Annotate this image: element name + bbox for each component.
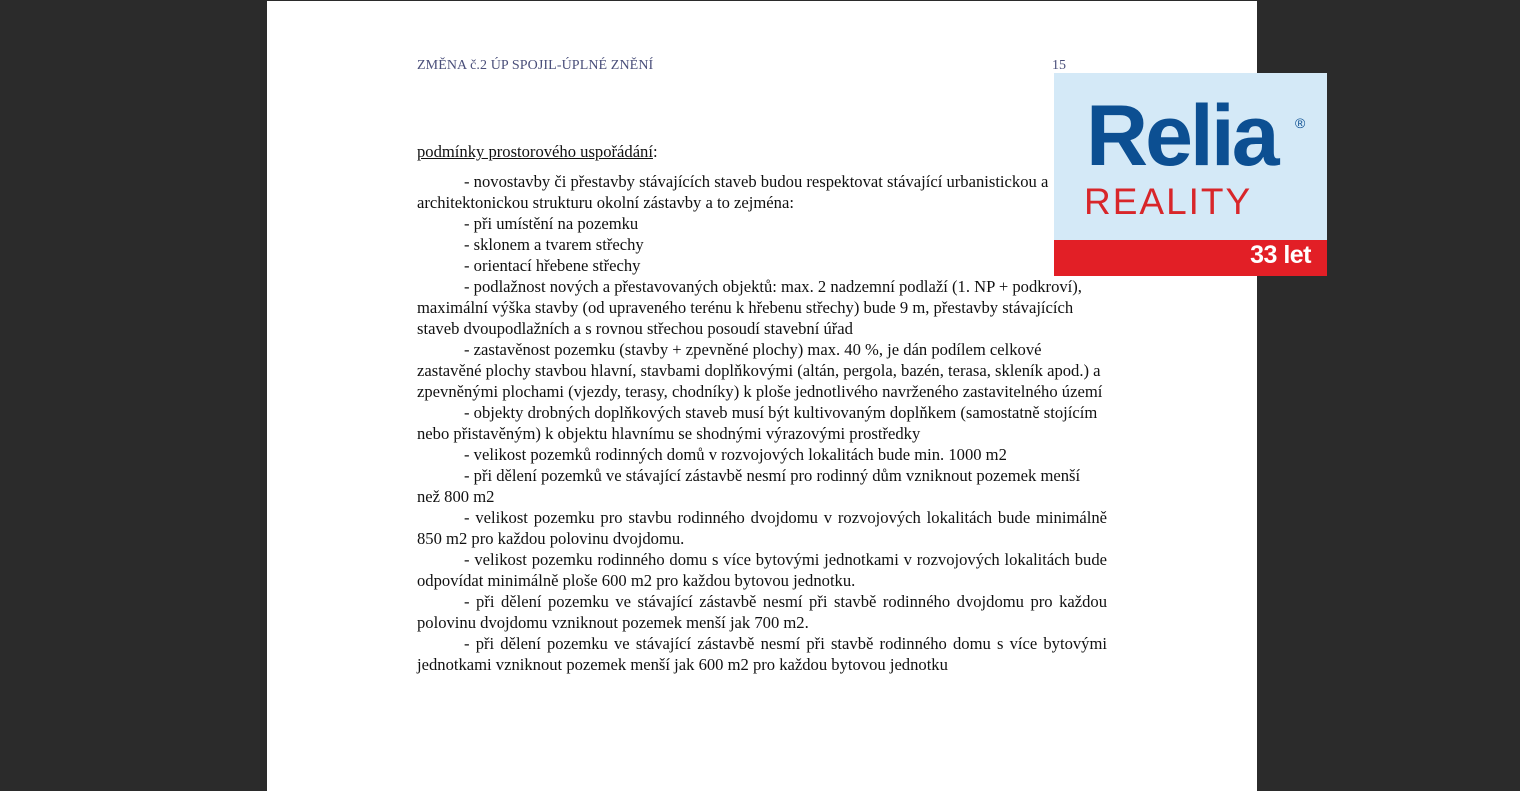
paragraph: - při dělení pozemku ve stávající zástavbě nesmí při stavbě rodinného dvojdomu pro každou polovinu dvojdomu vzniknout pozemek menší jak 700 m2. xyxy=(417,592,1107,632)
paragraph: - při umístění na pozemku xyxy=(464,214,639,233)
section-heading-text: podmínky prostorového uspořádání xyxy=(417,142,653,161)
document-body xyxy=(417,141,1107,675)
paragraph: - podlažnost nových a přestavovaných objektů: max. 2 nadzemní podlaží (1. NP + podkroví), maximální výška stavby (od upraveného terénu k hřebenu střechy) bude 9 m, přestavby stávajících staveb dvoupodlažních a s rovnou střechou posoudí stavební úřad xyxy=(417,277,1082,338)
logo-brand-text: Relia xyxy=(1086,88,1277,184)
relia-reality-logo xyxy=(1054,73,1327,276)
paragraph: - objekty drobných doplňkových staveb musí být kultivovaným doplňkem (samostatně stojícím nebo přistavěným) k objektu hlavnímu se shodnými výrazovými prostředky xyxy=(417,403,1098,443)
paragraph: - při dělení pozemku ve stávající zástavbě nesmí při stavbě rodinného domu s více bytovými jednotkami vzniknout pozemek menší jak 600 m2 pro každou bytovou jednotku xyxy=(417,634,1107,674)
section-heading xyxy=(417,141,1107,162)
paragraph: - velikost pozemku pro stavbu rodinného dvojdomu v rozvojových lokalitách bude minimálně 850 m2 pro každou polovinu dvojdomu. xyxy=(417,508,1107,548)
paragraph: - velikost pozemku rodinného domu s více bytovými jednotkami v rozvojových lokalitách bude odpovídat minimálně ploše 600 m2 pro každou bytovou jednotku. xyxy=(417,550,1107,590)
logo-subtitle: REALITY xyxy=(1084,181,1253,222)
registered-mark-icon: ® xyxy=(1295,115,1306,131)
paragraph: - orientací hřebene střechy xyxy=(464,256,641,275)
paragraph: - zastavěnost pozemku (stavby + zpevněné plochy) max. 40 %, je dán podílem celkové zastavěné plochy stavbou hlavní, stavbami doplňkovými (altán, pergola, bazén, terasa, skleník apod.) a zpevněnými plochami (vjezdy, terasy, chodníky) k ploše jednotlivého navrženého zastavitelného území xyxy=(417,340,1103,401)
page-number: 15 xyxy=(1052,58,1066,73)
section-heading-colon: : xyxy=(652,142,658,161)
paragraph: - při dělení pozemků ve stávající zástavbě nesmí pro rodinný dům vzniknout pozemek menší než 800 m2 xyxy=(417,466,1081,506)
paragraph: - velikost pozemků rodinných domů v rozvojových lokalitách bude min. 1000 m2 xyxy=(464,445,1007,464)
paragraph: - sklonem a tvarem střechy xyxy=(464,235,644,254)
running-header: ZMĚNA č.2 ÚP SPOJIL-ÚPLNÉ ZNĚNÍ xyxy=(417,58,654,73)
paragraph: - novostavby či přestavby stávajících staveb budou respektovat stávající urbanistickou a architektonickou strukturu okolní zástavby a to zejména: xyxy=(417,172,1049,212)
logo-anniversary-band xyxy=(1054,240,1327,276)
logo-anniversary-text: 33 let xyxy=(1250,241,1311,269)
